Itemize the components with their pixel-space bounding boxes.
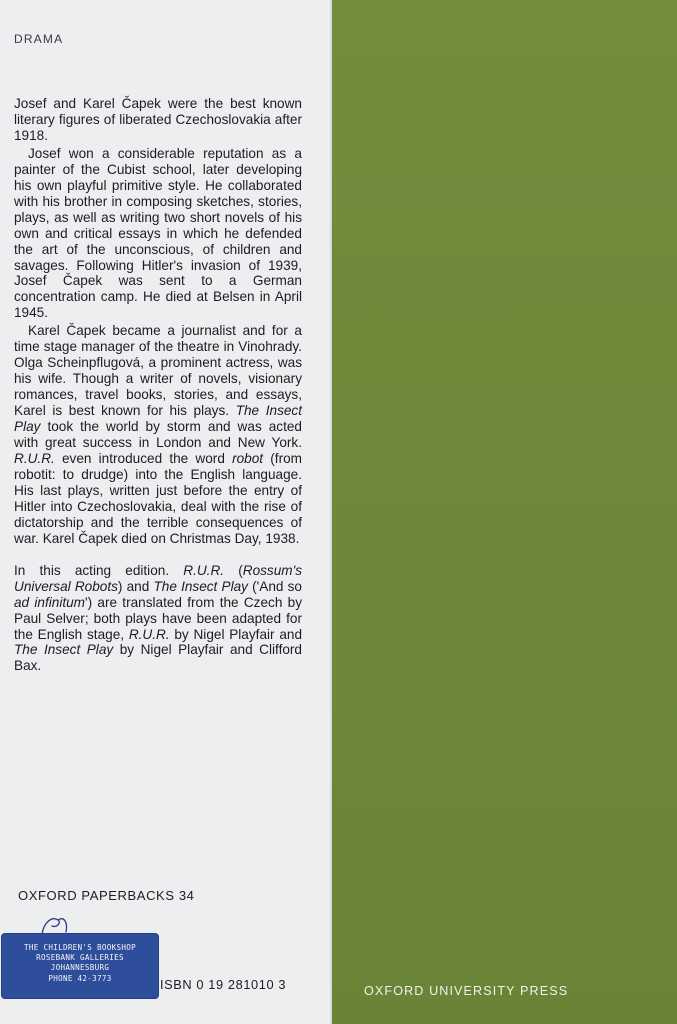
sticker-line: JOHANNESBURG <box>50 963 110 973</box>
play-title-insect: The Insect Play <box>14 403 303 435</box>
blurb-text-run: took the world by storm and was acted with great success in London and New York. <box>14 419 302 451</box>
blurb-text-run: In this acting edition. <box>14 562 184 578</box>
play-title-rur: R.U.R. <box>183 562 225 578</box>
play-title-rur: R.U.R. <box>14 450 55 466</box>
play-title-rur: R.U.R. <box>128 626 170 642</box>
blurb-text <box>14 96 302 674</box>
blurb-text-run: ') are translated from the Czech by Paul Selver; both plays have been adapted for the English stage, <box>14 594 302 642</box>
blurb-text-run: by Nigel Playfair and Clifford Bax. <box>14 642 302 674</box>
publisher-name: OXFORD UNIVERSITY PRESS <box>364 984 569 998</box>
bookshop-sticker <box>2 934 158 998</box>
play-title-rur-full: Rossum's Universal Robots <box>14 562 302 594</box>
blurb-text-run: (from robotit: to drudge) into the English language. His last plays, written just before the entry of Hitler into Czechoslovakia, deal with the rise of dictatorship and the terrible consequences of war. Karel Čapek died on Christmas Day, 1938. <box>14 450 302 546</box>
blurb-text-run: Karel Čapek became a journalist and for a time stage manager of the theatre in Vinohrady. Olga Scheinpflugová, a prominent actress, was his wife. Though a writer of novels, visionary romances, travel books, stories, and essays, Karel is best known for his plays. <box>14 323 302 419</box>
blurb-text-run: even introduced the word <box>54 450 233 466</box>
sticker-line: ROSEBANK GALLERIES <box>36 953 124 963</box>
blurb-text-run: ('And so <box>247 578 302 594</box>
word-robot: robot <box>232 450 264 466</box>
series-label: OXFORD PAPERBACKS 34 <box>18 888 195 903</box>
green-color-block <box>332 0 677 1024</box>
blurb-text-run: ) and <box>117 578 154 594</box>
sticker-line: THE CHILDREN'S BOOKSHOP <box>23 943 137 952</box>
play-title-insect: The Insect Play <box>153 578 248 594</box>
sticker-line: PHONE 42-3773 <box>48 973 112 983</box>
blurb-paragraph-1: Josef and Karel Čapek were the best known literary figures of liberated Czechoslovakia after 1918. <box>14 96 302 143</box>
blurb-text-run: by Nigel Playfair and <box>169 626 302 642</box>
phrase-ad-infinitum: ad infinitum <box>14 594 85 610</box>
genre-label: DRAMA <box>14 32 64 46</box>
blurb-paragraph-2: Josef won a considerable reputation as a painter of the Cubist school, later developing his own playful primitive style. He collaborated with his brother in composing sketches, stories, plays, as well as writing two short novels of his own and critical essays in which he defended the art of the unconscious, of children and savages. Following Hitler's invasion of 1939, Josef Čapek was sent to a German concentration camp. He died at Belsen in April 1945. <box>14 145 302 321</box>
blurb-text-run: ( <box>224 562 243 578</box>
blurb-paragraph-3 <box>14 323 302 546</box>
blurb-paragraph-4 <box>14 563 302 675</box>
isbn-number: ISBN 0 19 281010 3 <box>160 977 287 992</box>
play-title-insect: The Insect Play <box>14 642 114 658</box>
